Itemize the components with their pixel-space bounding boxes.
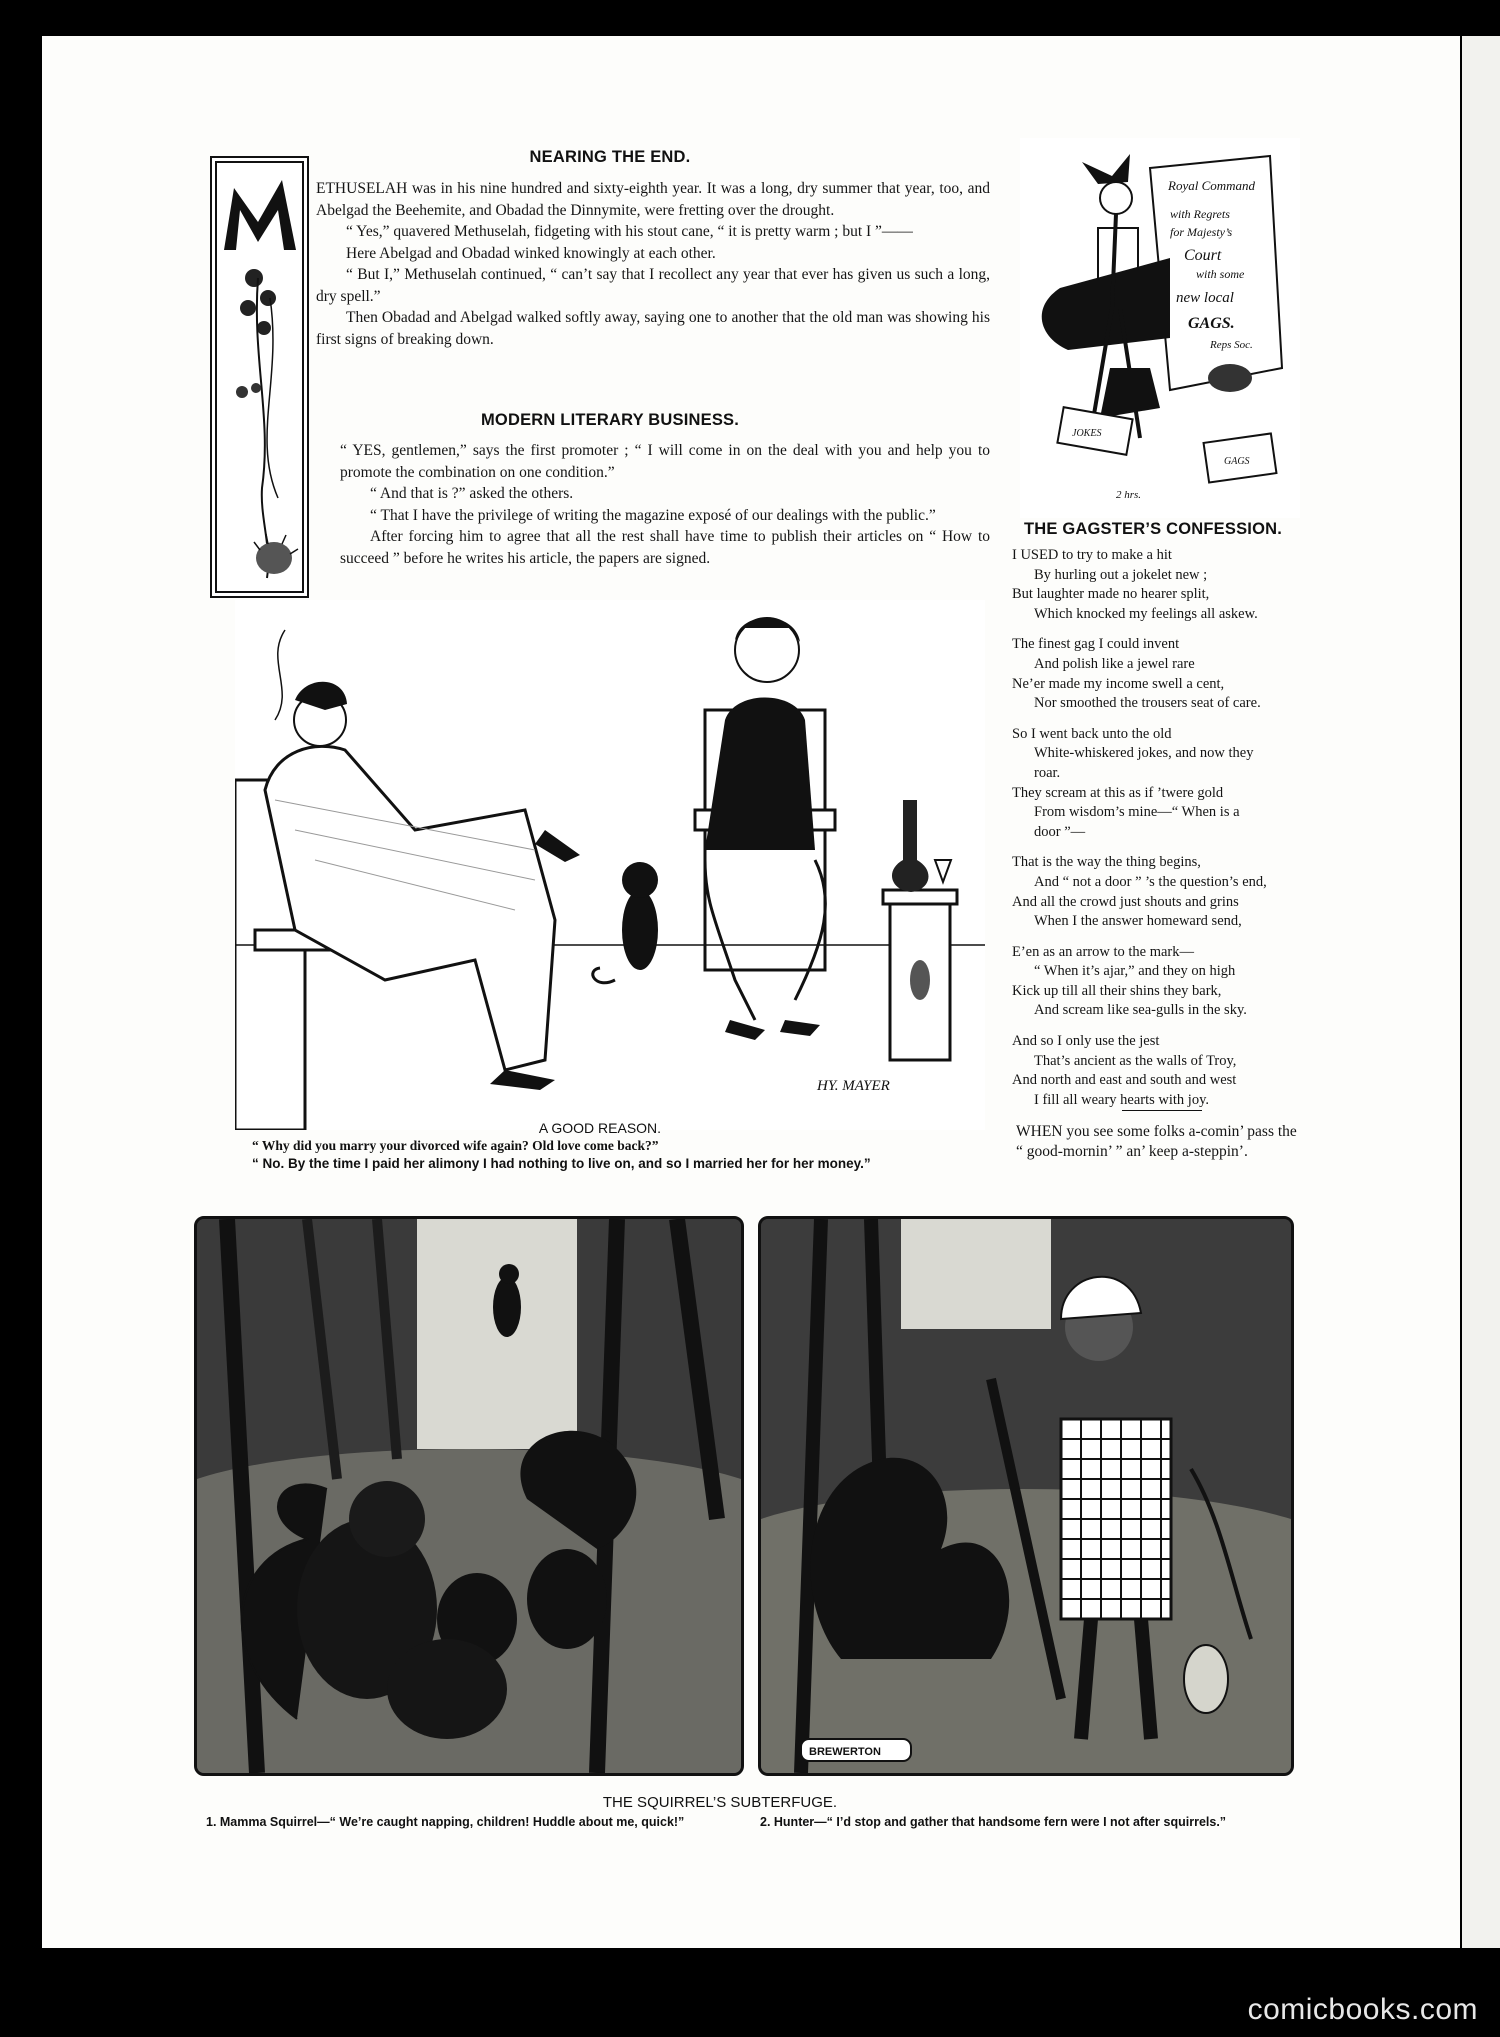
squirrel-title: THE SQUIRREL’S SUBTERFUGE. — [602, 1794, 838, 1811]
poem-line: White-whiskered jokes, and now they — [1034, 745, 1254, 762]
gagster-title: THE GAGSTER’S CONFESSION. — [1023, 520, 1283, 538]
poem-line: And polish like a jewel rare — [1034, 655, 1195, 672]
poem-line: That is the way the thing begins, — [1012, 854, 1201, 871]
poem-stanza — [1012, 725, 1302, 843]
watermark: comicbooks.com — [1247, 1993, 1478, 2026]
next-page-edge — [1462, 36, 1500, 1948]
nearing-paragraph-2: “ Yes,” quavered Methuselah, fidgeting with his stout cane, “ it is pretty warm ; but I ”—— — [346, 223, 913, 240]
good-reason-cartoon — [235, 600, 985, 1130]
modern-paragraph-4: After forcing him to agree that all the rest shall have time to publish their articles on “ How to succeed ” before he writes his article, the papers are signed. — [340, 528, 990, 567]
gagster-poem — [1012, 546, 1302, 1121]
good-reason-signature: HY. MAYER — [817, 1078, 890, 1094]
nearing-paragraph-3: Here Abelgad and Obadad winked knowingly at each other. — [346, 244, 716, 262]
poem-line: By hurling out a jokelet new ; — [1034, 566, 1208, 583]
poem-line: So I went back unto the old — [1012, 725, 1172, 742]
good-reason-line-1: “ Why did you marry your divorced wife again? Old love come back?” — [252, 1138, 659, 1153]
poem-stanza — [1012, 853, 1302, 931]
poem-stanza — [1012, 635, 1302, 713]
poem-line: Nor smoothed the trousers seat of care. — [1034, 695, 1261, 712]
poem-line: roar. — [1034, 764, 1061, 781]
squirrel-caption-2: 2. Hunter—“ I’d stop and gather that handsome fern were I not after squirrels.” — [760, 1815, 1227, 1829]
when-text: WHEN you see some folks a-comin’ pass the “ good-mornin’ ” an’ keep a-steppin’. — [1016, 1123, 1297, 1160]
sign-line-3: for Majesty’s — [1170, 225, 1233, 239]
poem-line: I fill all weary hearts with joy. — [1034, 1091, 1210, 1108]
book2-label: GAGS — [1224, 456, 1250, 467]
when-filler — [1122, 1110, 1202, 1111]
hunter-illustration-icon — [761, 1219, 1291, 1773]
poem-line: Kick up till all their shins they bark, — [1012, 982, 1222, 999]
modern-title: MODERN LITERARY BUSINESS. — [480, 411, 740, 429]
poem-line: They scream at this as if ’twere gold — [1012, 784, 1224, 801]
poem-line: Which knocked my feelings all askew. — [1034, 605, 1258, 622]
sign-line-5: with some — [1196, 267, 1245, 281]
modern-article — [340, 440, 990, 569]
modern-paragraph-3: “ That I have the privilege of writing the magazine exposé of our dealings with the public.” — [370, 506, 936, 524]
nearing-paragraph-5: Then Obadad and Abelgad walked softly away, saying one to another that the old man was showing his first signs of breaking down. — [316, 309, 990, 348]
poem-stanza — [1012, 1032, 1302, 1110]
good-reason-title: A GOOD REASON. — [538, 1120, 662, 1136]
squirrel-family-illustration-icon — [197, 1219, 741, 1773]
initial-ornament-icon — [212, 158, 307, 596]
top-cartoon-signature: 2 hrs. — [1116, 489, 1142, 501]
sign-line-6: new local — [1176, 290, 1234, 306]
squirrel-panel-1 — [194, 1216, 744, 1776]
poem-line: Ne’er made my income swell a cent, — [1012, 675, 1225, 692]
nearing-article — [316, 178, 990, 350]
poem-line: And north and east and south and west — [1012, 1072, 1237, 1089]
squirrel-caption-1: 1. Mamma Squirrel—“ We’re caught napping, children! Huddle about me, quick!” — [206, 1815, 685, 1829]
book-label: JOKES — [1072, 428, 1102, 439]
poem-line: “ When it’s ajar,” and they on high — [1034, 963, 1236, 980]
squirrel-panel-2 — [758, 1216, 1294, 1776]
poem-line: E’en as an arrow to the mark— — [1012, 943, 1194, 960]
modern-paragraph-2: “ And that is ?” asked the others. — [370, 485, 574, 502]
jester-cartoon — [1020, 138, 1300, 518]
poem-line: And all the crowd just shouts and grins — [1012, 893, 1239, 910]
poem-line: That’s ancient as the walls of Troy, — [1034, 1052, 1237, 1069]
sign-line-1: Royal Command — [1168, 178, 1256, 193]
nearing-paragraph-1: ETHUSELAH was in his nine hundred and sixty-eighth year. It was a long, dry summer that year, too, and Abelgad the Beehemite, and Obadad the Dinnymite, were fretting over the drought. — [316, 180, 990, 219]
decorative-initial-panel — [210, 156, 309, 598]
nearing-title: NEARING THE END. — [529, 148, 691, 166]
poem-stanza — [1012, 943, 1302, 1021]
good-reason-line-2: “ No. By the time I paid her alimony I had nothing to live on, and so I married her for her money.” — [252, 1156, 871, 1171]
squirrel-signature: BREWERTON — [809, 1746, 881, 1758]
poem-line: And scream like sea-gulls in the sky. — [1034, 1002, 1247, 1019]
two-men-seated-illustration-icon — [235, 600, 985, 1130]
modern-paragraph-1: “ YES, gentlemen,” says the first promoter ; “ I will come in on the deal with you and help you to promote the combination on one condition.” — [340, 442, 990, 481]
poem-stanza — [1012, 546, 1302, 624]
poem-line: And “ not a door ” ’s the question’s end, — [1034, 873, 1267, 890]
nearing-paragraph-4: “ But I,” Methuselah continued, “ can’t say that I recollect any year that ever has given us such a long, dry spell.” — [316, 266, 990, 305]
sign-line-4: Court — [1184, 247, 1222, 264]
sign-line-7: GAGS. — [1188, 315, 1235, 332]
poem-line: And so I only use the jest — [1012, 1033, 1160, 1050]
sign-line-2: with Regrets — [1170, 207, 1230, 221]
sign-line-8: Reps Soc. — [1210, 339, 1253, 351]
poem-line: But laughter made no hearer split, — [1012, 586, 1210, 603]
poem-line: I USED to try to make a hit — [1012, 547, 1172, 563]
poem-line: The finest gag I could invent — [1012, 636, 1180, 653]
poem-line: From wisdom’s mine—“ When is a — [1034, 804, 1240, 821]
poem-line: When I the answer homeward send, — [1034, 913, 1242, 930]
poem-line: door ”— — [1034, 823, 1086, 840]
jester-illustration-icon — [1020, 138, 1300, 518]
